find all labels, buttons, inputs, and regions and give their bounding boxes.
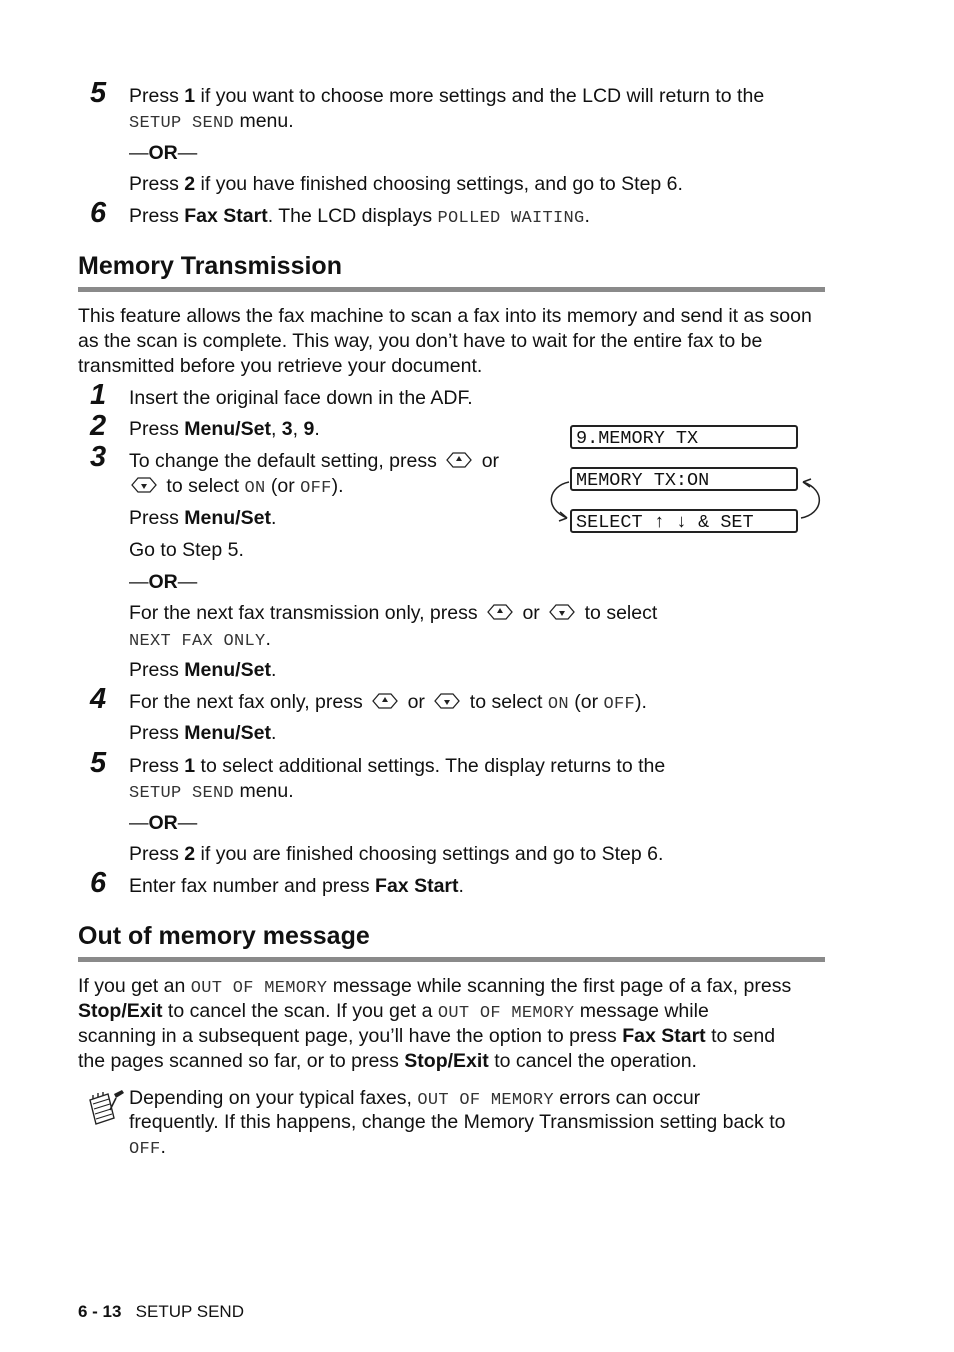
step-number: 3 xyxy=(90,441,107,473)
step-text: For the next fax only, press or to select ON (or OFF). xyxy=(129,691,647,714)
step-text: Press Fax Start. The LCD displays POLLED WAITING. xyxy=(129,205,590,228)
step-text: Press 2 if you are finished choosing settings and go to Step 6. xyxy=(129,843,664,865)
up-arrow-key-icon xyxy=(444,451,474,469)
step-text: Press 1 to select additional settings. The display returns to the xyxy=(129,755,666,777)
footer-section: SETUP SEND xyxy=(135,1302,244,1321)
step-text: Press 1 if you want to choose more settings and the LCD will return to the xyxy=(129,85,765,107)
note-pad-icon xyxy=(84,1088,126,1130)
note-text: Depending on your typical faxes, OUT OF MEMORY errors can occur xyxy=(129,1087,701,1110)
step-number: 6 xyxy=(90,197,107,229)
lcd-display-line: MEMORY TX:ON xyxy=(570,467,798,491)
intro-line: as the scan is complete. This way, you don’t have to wait for the entire fax to be xyxy=(78,330,763,352)
page-number: 6 - 13 xyxy=(78,1302,122,1321)
intro-line: This feature allows the fax machine to scan a fax into its memory and send it as soon xyxy=(78,305,812,327)
cycle-arrows-icon xyxy=(543,472,828,532)
step-text: Press 2 if you have finished choosing settings, and go to Step 6. xyxy=(129,173,683,195)
up-arrow-key-icon xyxy=(370,692,400,710)
step-text: Press Menu/Set, 3, 9. xyxy=(129,418,320,440)
lcd-display-line: SELECT ↑ ↓ & SET xyxy=(570,509,798,533)
step-text: For the next fax transmission only, press or to select xyxy=(129,602,658,624)
lcd-display-line: 9.MEMORY TX xyxy=(570,425,798,449)
step-text: Go to Step 5. xyxy=(129,539,244,561)
step-text: To change the default setting, press or xyxy=(129,450,500,472)
step-number: 6 xyxy=(90,867,107,899)
paragraph-line: If you get an OUT OF MEMORY message while scanning the first page of a fax, press xyxy=(78,975,792,998)
step-text: Press Menu/Set. xyxy=(129,659,277,681)
step-text: SETUP SEND menu. xyxy=(129,110,294,133)
step-number: 4 xyxy=(90,683,107,715)
step-text: Press Menu/Set. xyxy=(129,722,277,744)
or-separator: —OR— xyxy=(129,812,198,834)
down-arrow-key-icon xyxy=(129,476,159,494)
heading-rule xyxy=(78,287,825,292)
step-number: 2 xyxy=(90,410,107,442)
or-separator: —OR— xyxy=(129,142,198,164)
section-heading: Memory Transmission xyxy=(78,252,342,280)
step-number: 1 xyxy=(90,379,107,411)
down-arrow-key-icon xyxy=(547,603,577,621)
step-text: Press Menu/Set. xyxy=(129,507,277,529)
paragraph-line: Stop/Exit to cancel the scan. If you get a OUT OF MEMORY message while xyxy=(78,1000,709,1023)
paragraph-line: scanning in a subsequent page, you’ll have the option to press Fax Start to send xyxy=(78,1025,776,1047)
down-arrow-key-icon xyxy=(432,692,462,710)
heading-rule xyxy=(78,957,825,962)
step-text: NEXT FAX ONLY. xyxy=(129,628,271,651)
step-text: SETUP SEND menu. xyxy=(129,780,294,803)
step-text: to select ON (or OFF). xyxy=(129,473,344,502)
note-text: OFF. xyxy=(129,1136,166,1159)
intro-line: transmitted before you retrieve your document. xyxy=(78,355,483,377)
note-text: frequently. If this happens, change the Memory Transmission setting back to xyxy=(129,1111,786,1133)
step-number: 5 xyxy=(90,747,107,779)
paragraph-line: the pages scanned so far, or to press Stop/Exit to cancel the operation. xyxy=(78,1050,697,1072)
step-number: 5 xyxy=(90,77,107,109)
step-text: Insert the original face down in the ADF. xyxy=(129,387,473,409)
up-arrow-key-icon xyxy=(485,603,515,621)
step-text: Enter fax number and press Fax Start. xyxy=(129,875,464,897)
section-heading: Out of memory message xyxy=(78,922,370,950)
page-footer xyxy=(78,1301,244,1323)
or-separator: —OR— xyxy=(129,571,198,593)
